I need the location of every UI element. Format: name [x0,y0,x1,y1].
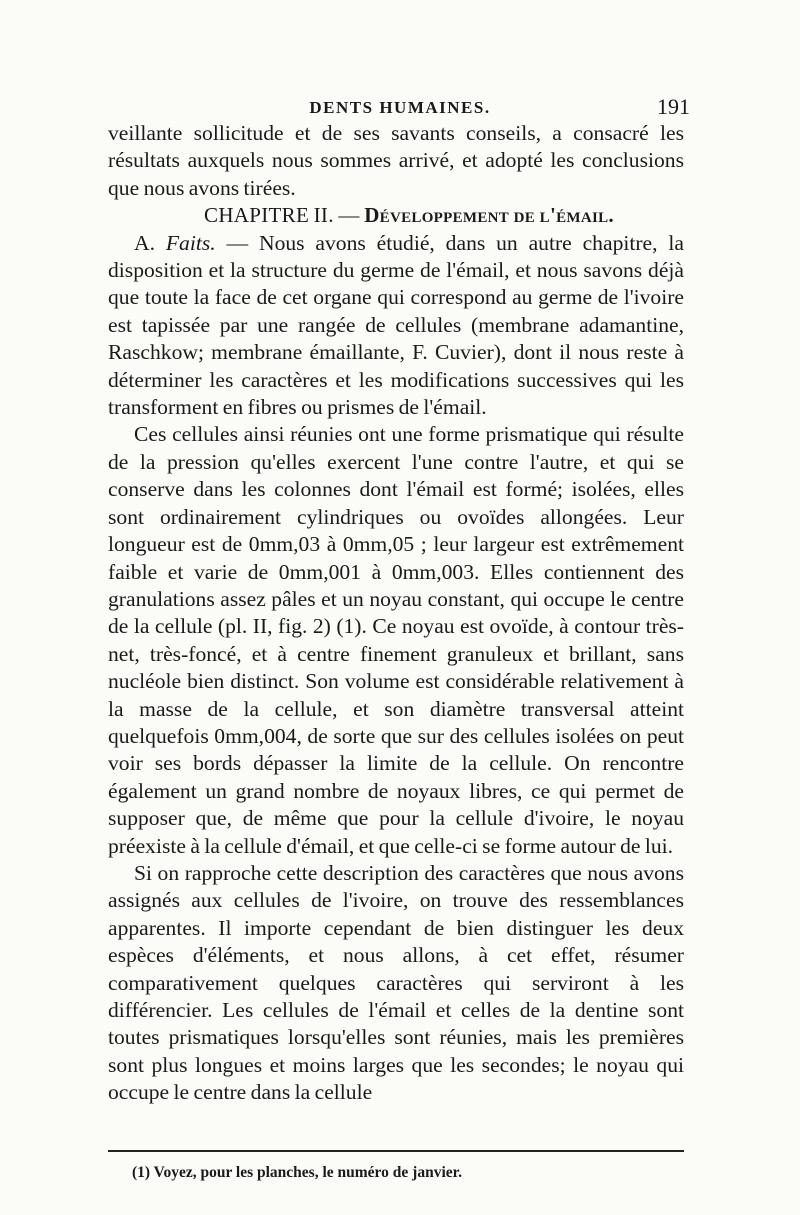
footnote: (1) Voyez, pour les planches, le numéro de janvier. [132,1164,462,1181]
header-title: DENTS HUMAINES. [309,98,491,117]
section-title: Faits. [165,230,216,255]
paragraph-faits-text: — Nous avons étudié, dans un autre chapitre, la disposition et la structure du germe de l'émail, et nous savons déjà que toute la face de cet organe qui correspond au germe de l'ivoire est tapissée par une rangée de cellules (membrane adamantine, Raschkow; membrane émaillante, F. Cuvier), dont il nous reste à déterminer les caractères et les modifications successives qui les transforment en fibres ou prismes de l'émail. [108,230,684,420]
footnote-divider [108,1150,684,1152]
section-label: A. [134,230,166,255]
paragraph-faits [108,230,684,422]
running-header [110,94,690,122]
body-text [108,120,684,1107]
chapter-title: Développement de l'émail. [364,203,614,228]
chapter-number: CHAPITRE II. — [204,203,365,228]
paragraph-comparaison: Si on rapproche cette description des caractères que nous avons assignés aux cellules de l'ivoire, on trouve des ressemblances apparentes. Il importe cependant de bien distinguer les deux espèces d'éléments, et nous allons, à cet effet, résumer comparativement quelques caractères qui serviront à les différencier. Les cellules de l'émail et celles de la dentine sont toutes prismatiques lorsqu'elles sont réunies, mais les premières sont plus longues et moins larges que les secondes; le noyau qui occupe le centre dans la cellule [108,860,684,1105]
chapter-heading [108,202,684,229]
paragraph-cellules: Ces cellules ainsi réunies ont une forme prismatique qui résulte de la pression qu'elles exercent l'une contre l'autre, et qui se conserve dans les colonnes dont l'émail est formé; isolées, elles sont ordinairement cylindriques ou ovoïdes allongées. Leur longueur est de 0mm,03 à 0mm,05 ; leur largeur est extrêmement faible et varie de 0mm,001 à 0mm,003. Elles contiennent des granulations assez pâles et un noyau constant, qui occupe le centre de la cellule (pl. II, fig. 2) (1). Ce noyau est ovoïde, à contour très-net, très-foncé, et à centre finement granuleux et brillant, sans nucléole bien distinct. Son volume est considérable relativement à la masse de la cellule, et son diamètre transversal atteint quelquefois 0mm,004, de sorte que sur des cellules isolées on peut voir ses bords dépasser la limite de la cellule. On rencontre également un grand nombre de noyaux libres, ce qui permet de supposer que, de même que pour la cellule d'ivoire, le noyau préexiste à la cellule d'émail, et que celle-ci se forme autour de lui. [108,422,684,858]
paragraph-continuation: veillante sollicitude et de ses savants conseils, a consacré les résultats auxquels nous sommes arrivé, et adopté les conclusions que nous avons tirées. [108,121,684,200]
page-number: 191 [657,94,690,119]
